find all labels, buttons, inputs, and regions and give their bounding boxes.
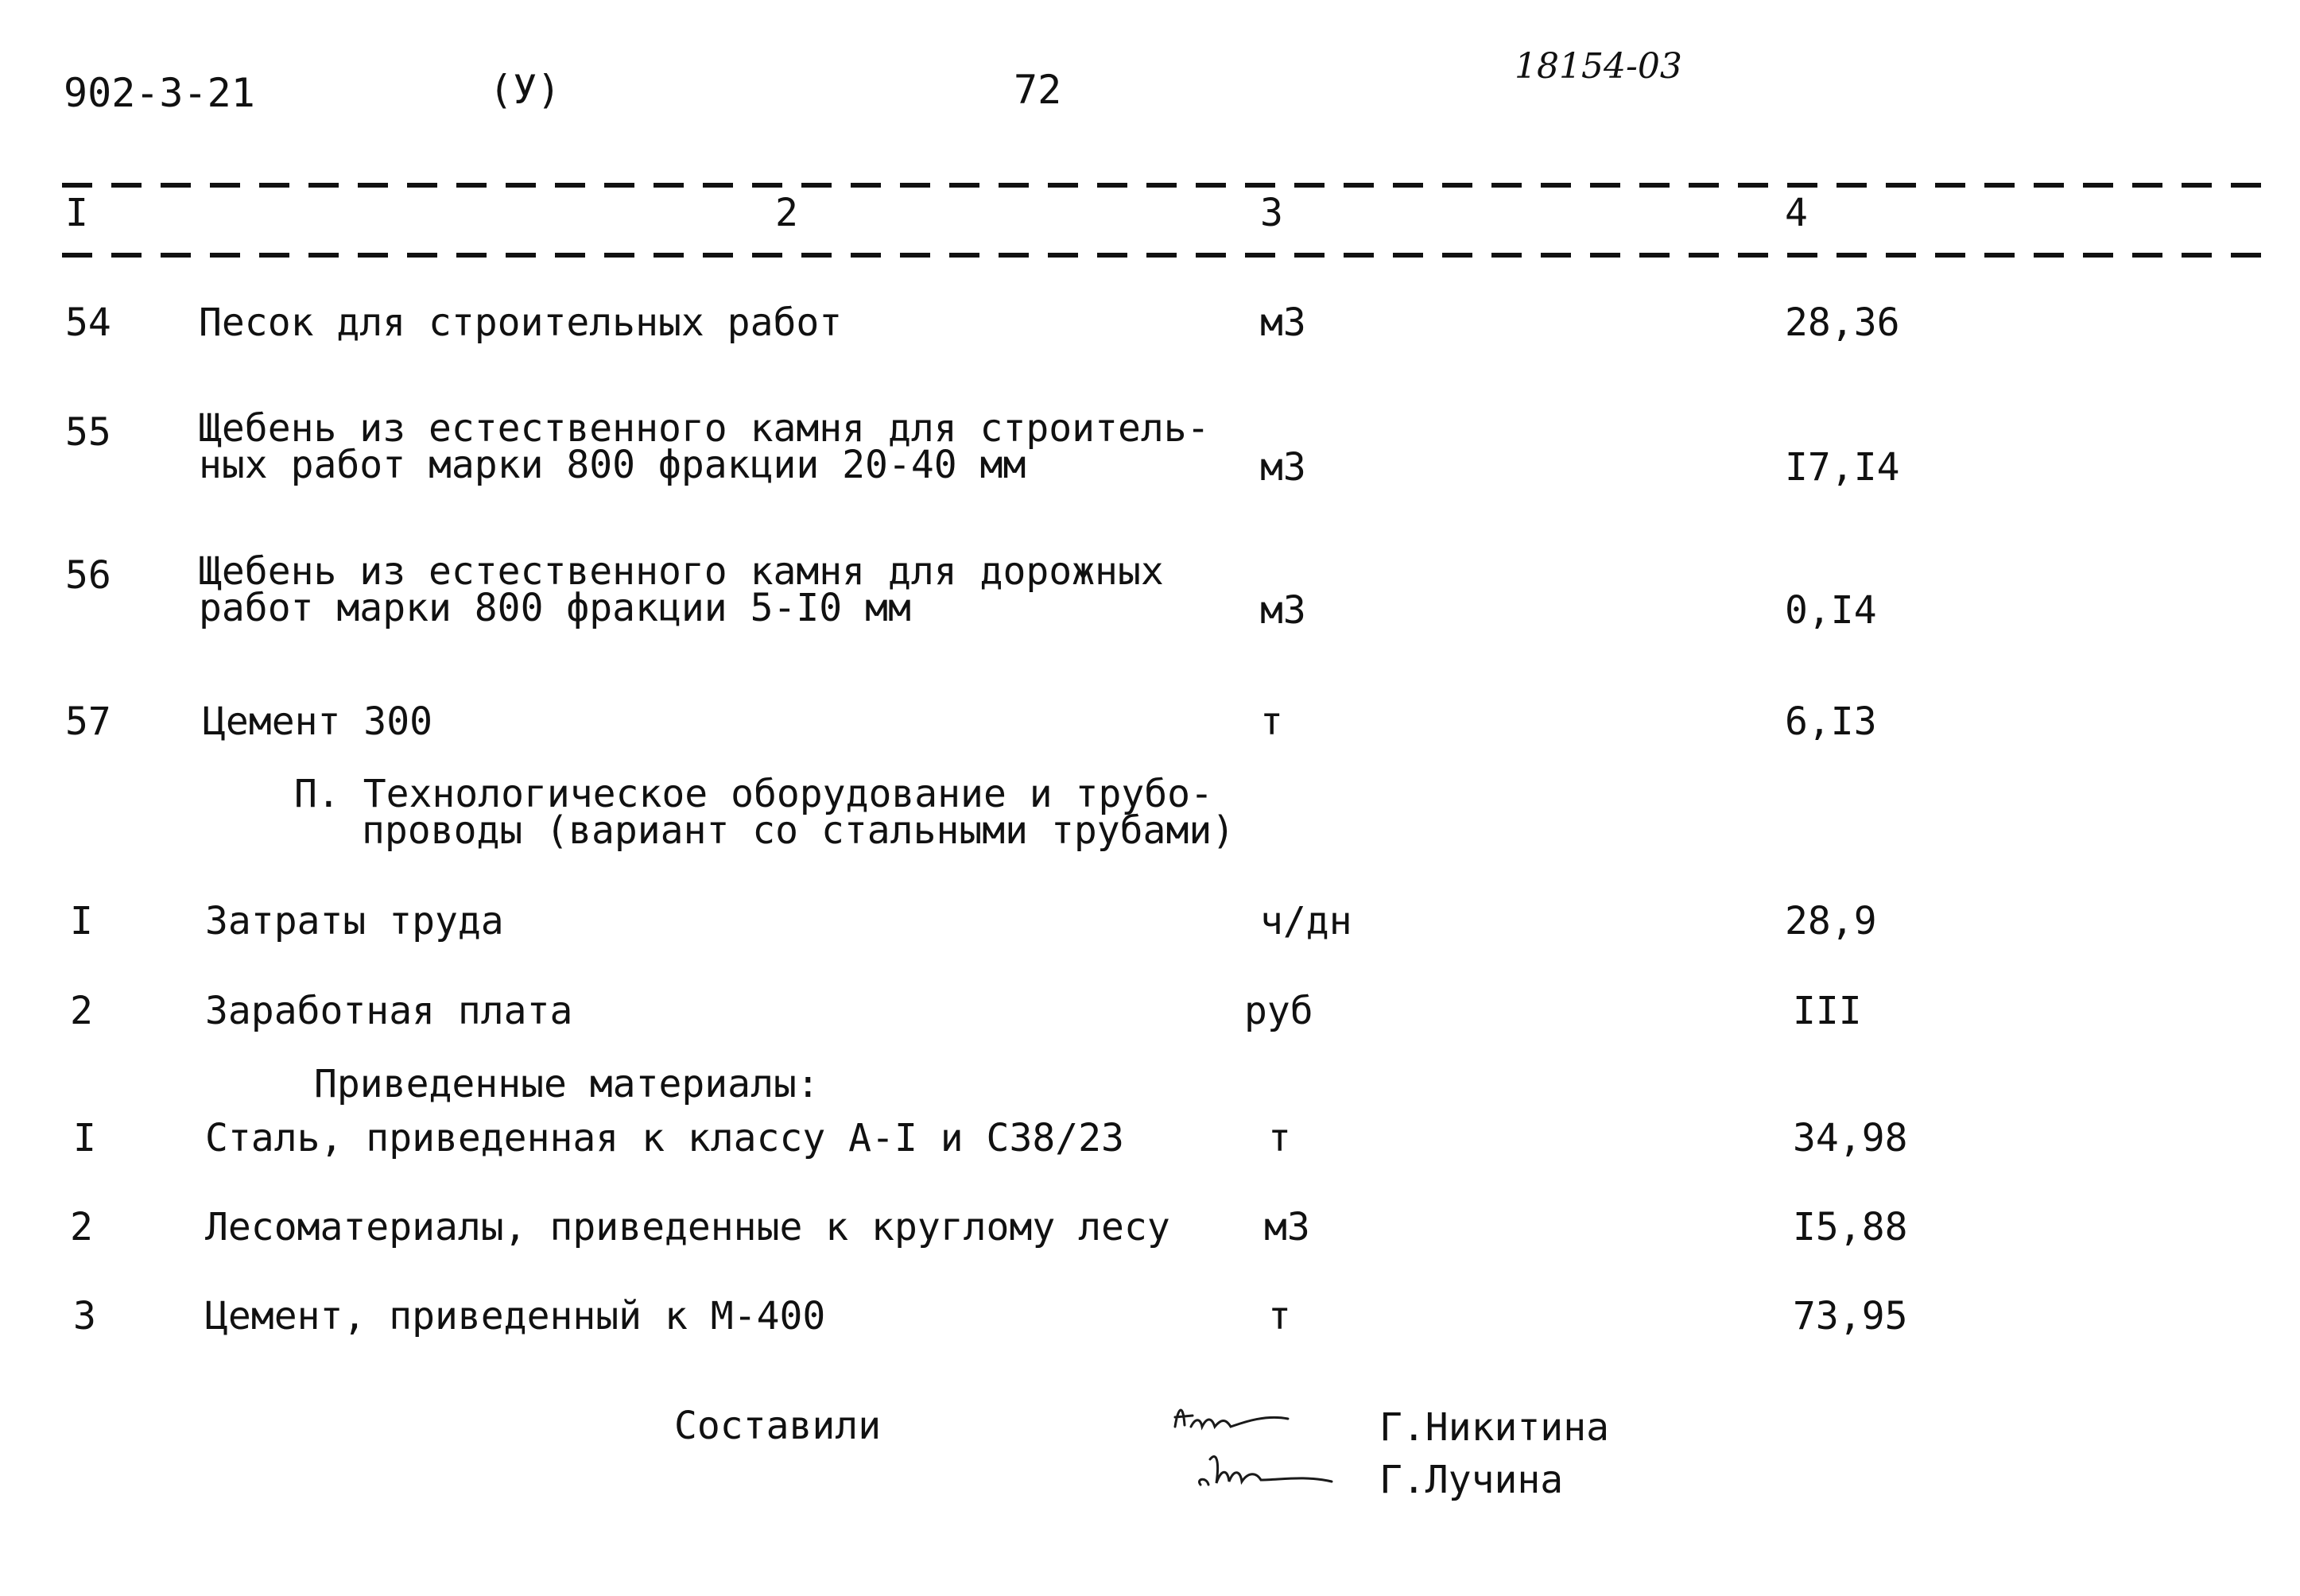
row-name: Песок для строительных работ [199,300,843,345]
row-number: 55 [65,410,111,455]
row-value: 0,I4 [1785,588,1877,633]
row-name: Затраты труда [205,899,504,943]
row-unit: м3 [1260,300,1306,345]
row-number: 2 [70,1205,93,1249]
compiler-name-1: Г.Никитина [1379,1405,1609,1450]
row-unit: т [1268,1294,1291,1338]
row-unit: руб [1244,989,1313,1033]
row-unit: т [1260,699,1283,744]
section-heading: П. Технологическое оборудование и трубо- [294,772,1213,816]
header-top-rule [62,183,2264,188]
row-number: 2 [70,989,93,1033]
subsection-heading: Приведенные материалы: [314,1062,820,1106]
row-value: 6,I3 [1785,699,1877,744]
row-value: III [1793,989,1862,1033]
row-unit: м3 [1260,588,1306,633]
column-header-3: 3 [1260,191,1283,235]
inventory-number: 18154-03 [1515,46,1682,87]
signature-nikitina-icon [1169,1395,1320,1451]
row-value: I7,I4 [1785,445,1900,490]
compiler-name-2: Г.Лучина [1379,1458,1564,1502]
row-unit: м3 [1264,1205,1310,1249]
signature-luchina-icon [1193,1445,1344,1505]
header-bottom-rule [62,253,2264,258]
row-name: Щебень из естественного камня для дорожных работ марки 800 фракции 5-I0 мм [199,549,1164,630]
row-unit: м3 [1260,445,1306,490]
column-header-2: 2 [775,191,798,235]
row-unit: т [1268,1116,1291,1160]
compiled-by-label: Составили [674,1404,882,1448]
row-value: 28,9 [1785,899,1877,943]
column-header-1: I [65,191,88,235]
row-value: 73,95 [1793,1294,1908,1338]
row-name: Заработная плата [205,989,573,1033]
document-code: 902-3-21 [64,70,255,116]
section-heading-continued: проводы (вариант со стальными трубами) [362,808,1235,853]
document-mark: (У) [489,67,561,113]
row-number: I [70,899,93,943]
row-value: 34,98 [1793,1116,1908,1160]
row-name: Цемент 300 [203,699,432,744]
row-number: 54 [65,300,111,345]
row-value: 28,36 [1785,300,1900,345]
page-number: 72 [1014,67,1062,113]
row-name: Щебень из естественного камня для строитель- ных работ марки 800 фракции 20-40 мм [199,406,1210,487]
row-number: 56 [65,553,111,598]
row-number: 3 [73,1294,96,1338]
row-number: I [73,1116,96,1160]
row-name: Лесоматериалы, приведенные к круглому лесу [205,1205,1170,1249]
column-header-4: 4 [1785,191,1808,235]
row-name: Цемент, приведенный к М-400 [205,1294,826,1338]
row-value: I5,88 [1793,1205,1908,1249]
row-unit: ч/дн [1260,899,1352,943]
row-name: Сталь, приведенная к классу А-I и С38/23 [205,1116,1124,1160]
row-number: 57 [65,699,111,744]
